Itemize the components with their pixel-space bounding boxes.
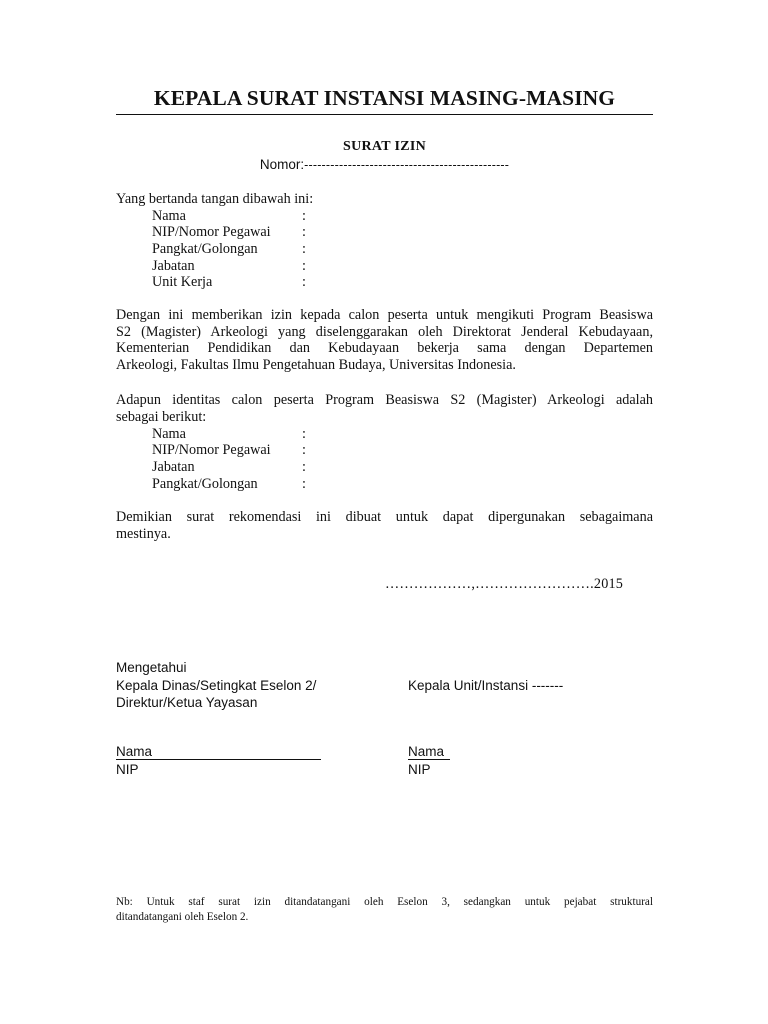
candidate-field-label: Nama bbox=[152, 426, 186, 442]
left-signature-underline bbox=[116, 759, 321, 760]
candidate-field-label: Jabatan bbox=[152, 459, 195, 475]
signer-field-colon: : bbox=[302, 274, 306, 290]
permission-paragraph bbox=[116, 307, 653, 374]
candidate-field-colon: : bbox=[302, 426, 306, 442]
right-signer-name: Nama bbox=[408, 744, 445, 759]
signer-field-label: Jabatan bbox=[152, 258, 195, 274]
closing-paragraph bbox=[116, 509, 653, 542]
right-signature-underline bbox=[408, 759, 450, 760]
candidate-field-label: NIP/Nomor Pegawai bbox=[152, 442, 271, 458]
letter-number-value: ----------------------------------------------- bbox=[304, 158, 510, 172]
paragraph-line: Kementerian Pendidikan dan Kebudayaan bekerja sama dengan Departemen bbox=[116, 340, 653, 357]
paragraph-line: S2 (Magister) Arkeologi yang diselenggarakan oleh Direktorat Jenderal Kebudayaan, bbox=[116, 323, 653, 340]
signer-intro: Yang bertanda tangan dibawah ini: bbox=[116, 191, 314, 207]
right-signer-title: Kepala Unit/Instansi ------- bbox=[408, 678, 564, 693]
signer-field-label: Unit Kerja bbox=[152, 274, 213, 290]
left-signer-name: Nama bbox=[116, 744, 153, 759]
signer-field-colon: : bbox=[302, 224, 306, 240]
footnote-line: Nb: Untuk staf surat izin ditandatangani oleh Eselon 3, sedangkan untuk pejabat struktural bbox=[116, 896, 653, 908]
left-signer-nip: NIP bbox=[116, 762, 139, 777]
footnote bbox=[116, 895, 653, 925]
letterhead-title: KEPALA SURAT INSTANSI MASING-MASING bbox=[153, 86, 616, 110]
candidate-field-colon: : bbox=[302, 459, 306, 475]
paragraph-line: sebagai berikut: bbox=[116, 408, 207, 425]
candidate-field-colon: : bbox=[302, 442, 306, 458]
paragraph-line: Arkeologi, Fakultas Ilmu Pengetahuan Budaya, Universitas Indonesia. bbox=[116, 357, 516, 374]
paragraph-line: Dengan ini memberikan izin kepada calon peserta untuk mengikuti Program Beasiswa bbox=[116, 307, 653, 323]
acknowledge-label: Mengetahui bbox=[116, 660, 187, 675]
signer-field-colon: : bbox=[302, 258, 306, 274]
signer-field-label: Pangkat/Golongan bbox=[152, 241, 258, 257]
letterhead-divider bbox=[116, 114, 653, 115]
letter-title: SURAT IZIN bbox=[342, 139, 426, 154]
letter-number bbox=[116, 157, 653, 173]
candidate-field-label: Pangkat/Golongan bbox=[152, 476, 258, 492]
signer-field-colon: : bbox=[302, 208, 306, 224]
left-signer-title: Kepala Dinas/Setingkat Eselon 2/ bbox=[116, 678, 317, 693]
candidate-field-colon: : bbox=[302, 476, 306, 492]
signer-field-label: Nama bbox=[152, 208, 186, 224]
signer-field-label: NIP/Nomor Pegawai bbox=[152, 224, 271, 240]
paragraph-line: Adapun identitas calon peserta Program Beasiswa S2 (Magister) Arkeologi adalah bbox=[116, 392, 653, 408]
paragraph-line: Demikian surat rekomendasi ini dibuat untuk dapat dipergunakan sebagaimana bbox=[116, 509, 653, 525]
paragraph-line: mestinya. bbox=[116, 525, 171, 542]
left-signer-title-2: Direktur/Ketua Yayasan bbox=[116, 695, 258, 710]
date-line: ………………,…………………….2015 bbox=[385, 576, 624, 592]
candidate-paragraph bbox=[116, 392, 653, 425]
signer-field-colon: : bbox=[302, 241, 306, 257]
letter-number-label: Nomor: bbox=[259, 157, 305, 172]
footnote-line: ditandatangani oleh Eselon 2. bbox=[116, 911, 249, 923]
right-signer-nip: NIP bbox=[408, 762, 431, 777]
